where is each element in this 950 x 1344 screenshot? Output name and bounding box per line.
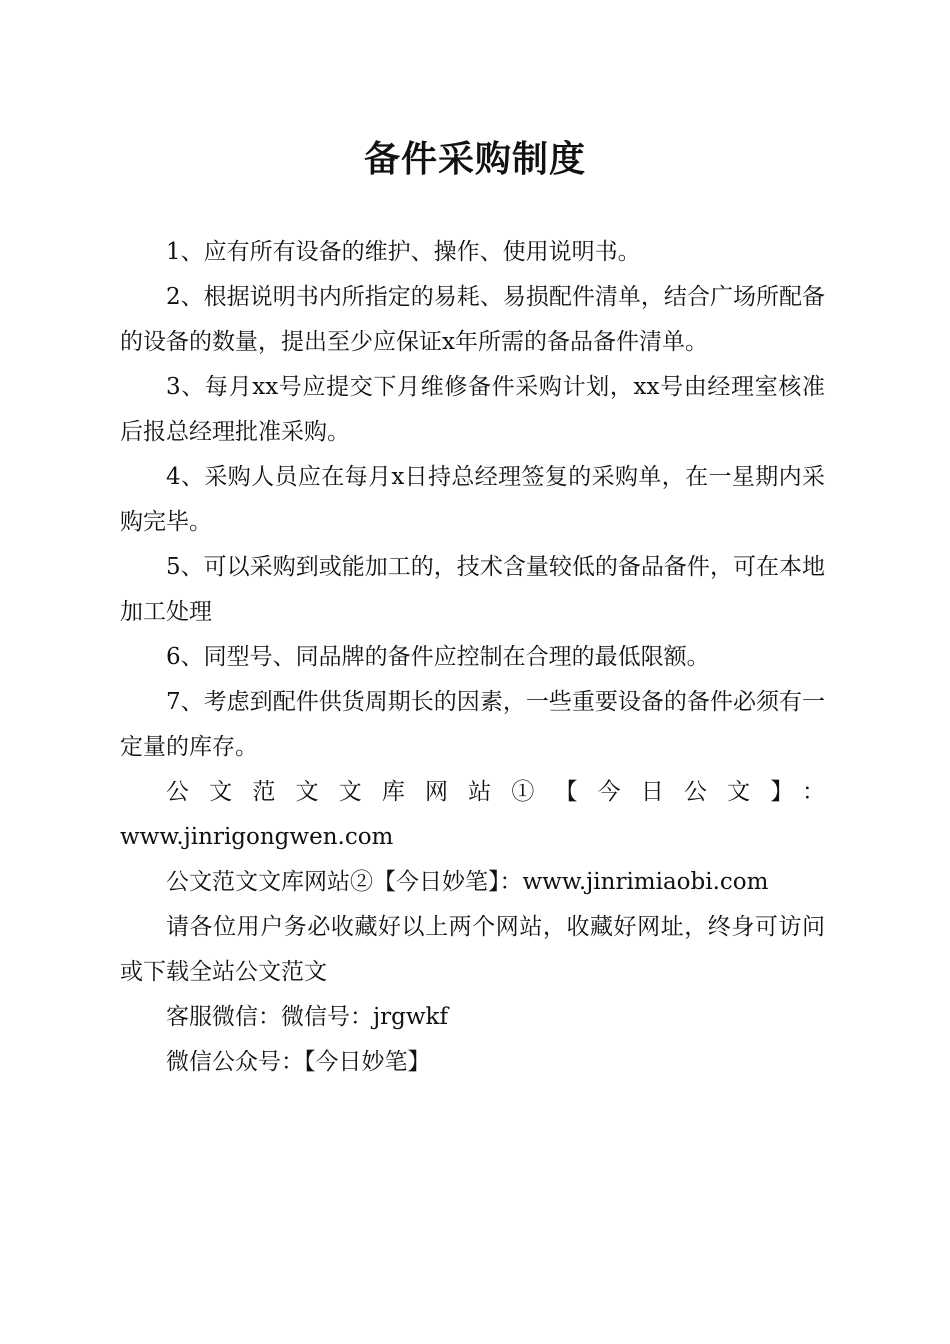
- paragraph-4: 4、采购人员应在每月x日持总经理签复的采购单，在一星期内采购完毕。: [120, 464, 825, 535]
- footer-notice: 请各位用户务必收藏好以上两个网站，收藏好网址，终身可访问或下载全站公文范文: [120, 914, 825, 985]
- footer-wechat-service: 客服微信：微信号：jrgwkf: [166, 1004, 448, 1030]
- paragraph-3: 3、每月xx号应提交下月维修备件采购计划，xx号由经理室核准后报总经理批准采购。: [120, 374, 825, 445]
- document-body: [120, 230, 825, 1085]
- paragraph-5: 5、可以采购到或能加工的，技术含量较低的备品备件，可在本地加工处理: [120, 554, 825, 625]
- footer-site1-url: www.jinrigongwen.com: [120, 824, 394, 850]
- footer-site2: 公文范文文库网站②【今日妙笔】：www.jinrimiaobi.com: [166, 869, 769, 895]
- paragraph-6: 6、同型号、同品牌的备件应控制在合理的最低限额。: [166, 644, 710, 670]
- footer-site1-line: 公文范文文库网站①【今日公文】：: [166, 779, 825, 805]
- footer-wechat-public: 微信公众号：【今日妙笔】: [166, 1049, 431, 1075]
- paragraph-2: 2、根据说明书内所指定的易耗、易损配件清单，结合广场所配备的设备的数量，提出至少应保证x年所需的备品备件清单。: [120, 284, 825, 355]
- paragraph-7: 7、考虑到配件供货周期长的因素，一些重要设备的备件必须有一定量的库存。: [120, 689, 825, 760]
- document-title: 备件采购制度: [363, 139, 586, 180]
- paragraph-1: 1、应有所有设备的维护、操作、使用说明书。: [166, 239, 641, 265]
